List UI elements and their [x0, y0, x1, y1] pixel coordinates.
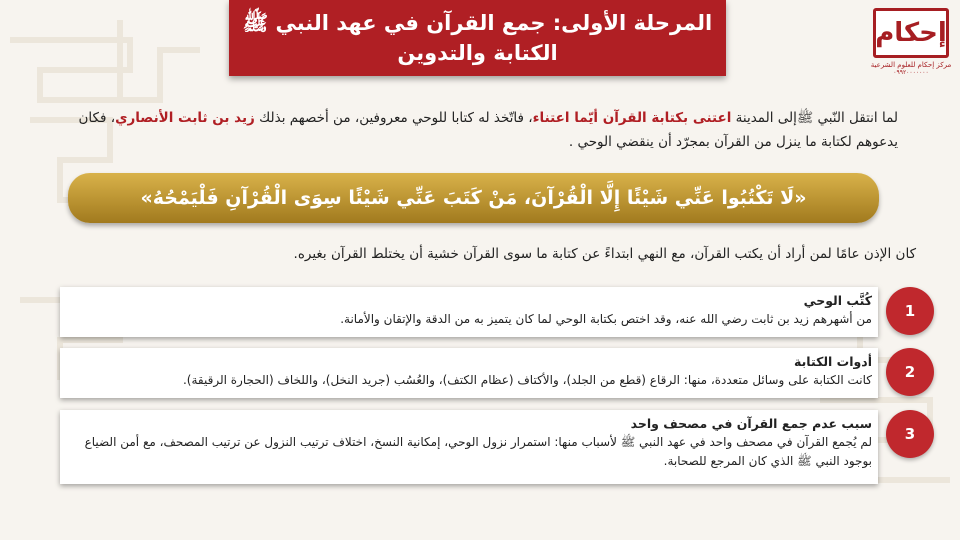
- card-heading: سبب عدم جمع القرآن في مصحف واحد: [630, 416, 872, 431]
- card-number-1: 1: [886, 287, 934, 335]
- brand-logo: [872, 8, 950, 78]
- hadith-banner: [68, 173, 879, 223]
- intro-text-2: ، فاتّخذ له كتابا للوحي معروفين، من أخصهم بذلك: [254, 110, 533, 126]
- card-number-2: 2: [886, 348, 934, 396]
- logo-subtitle: مركز إحكام للعلوم الشرعية: [870, 61, 952, 69]
- slide-title: [229, 0, 726, 76]
- card-body: لم يُجمع القرآن في مصحف واحد في عهد النبي ﷺ لأسباب منها: استمرار نزول الوحي، إمكانية النسخ، اختلاف ترتيب النزول عن ترتيب المصحف، مع أمن الضياع بوجود النبي ﷺ الذي كان المرجع للصحابة.: [84, 435, 872, 468]
- card-1: [60, 287, 878, 337]
- card-2: [60, 348, 878, 398]
- title-line-1: المرحلة الأولى: جمع القرآن في عهد النبي ﷺ: [242, 11, 713, 35]
- card-body: من أشهرهم زيد بن ثابت رضي الله عنه، وقد اختص بكتابة الوحي لما كان يتميز به من الدقة والإتقان والأمانة.: [340, 312, 872, 326]
- card-heading: أدوات الكتابة: [794, 354, 872, 369]
- intro-highlight-2: زيد بن ثابت الأنصاري: [115, 110, 255, 126]
- intro-paragraph: [52, 106, 898, 154]
- title-line-2: الكتابة والتدوين: [397, 41, 558, 65]
- card-heading: كُتَّب الوحي: [803, 293, 872, 308]
- intro-highlight-1: اعتنى بكتابة القرآن أيّما اعتناء: [532, 110, 732, 126]
- intro-text-1: لما انتقل النّبي ﷺإلى المدينة: [731, 110, 898, 126]
- hadith-text: «لَا تَكْتُبُوا عَنِّي شَيْئًا إِلَّا الْقُرْآنَ، مَنْ كَتَبَ عَنِّي شَيْئًا سِوَى الْقُرْآنِ فَلْيَمْحُهُ»: [140, 187, 807, 209]
- card-3: [60, 410, 878, 484]
- intro-text-3: ، فكان يدعوهم لكتابة ما ينزل من القرآن بمجرّد أن ينقضي الوحي .: [78, 110, 898, 150]
- card-body: كانت الكتابة على وسائل متعددة، منها: الرقاع (قطع من الجلد)، والأكتاف (عظام الكتف)، والعُسُب (جريد النخل)، واللخاف (الحجارة الرقيقة).: [182, 373, 872, 387]
- logo-phone: ٠٩٩٢٠٠٠٠٠٠٠: [893, 69, 929, 76]
- logo-mark: إحكام: [873, 8, 949, 58]
- permission-text: كان الإذن عامًا لمن أراد أن يكتب القرآن، مع النهي ابتداءً عن كتابة ما سوى القرآن خشية أن يختلط القرآن بغيره.: [293, 246, 916, 262]
- card-number-3: 3: [886, 410, 934, 458]
